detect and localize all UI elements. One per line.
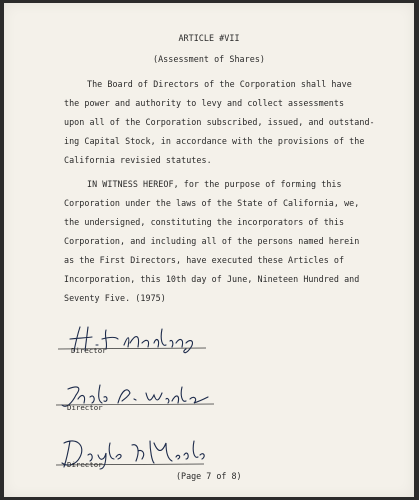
signature-3-role: Director [67, 460, 103, 469]
para2-line-1: IN WITNESS HEREOF, for the purpose of forming this [87, 179, 342, 189]
para1-line-2: the power and authority to levy and collect assessments [64, 98, 345, 108]
para2-line-2: Corporation under the laws of the State of California, we, [64, 198, 360, 208]
para1-line-5: California revisied statutes. [64, 155, 212, 165]
signature-1-role: Director [71, 346, 107, 355]
para2-line-4: Corporation, and including all of the persons named herein [64, 236, 360, 246]
para2-line-3: the undersigned, constituting the incorporators of this [64, 217, 345, 227]
signature-2-role: Director [67, 403, 103, 412]
para2-line-7: Seventy Five. (1975) [64, 293, 166, 303]
para1-line-3: upon all of the Corporation subscribed, issued, and outstand- [64, 117, 375, 127]
document-page [4, 3, 414, 497]
para2-line-5: as the First Directors, have executed these Articles of [64, 255, 345, 265]
para1-line-1: The Board of Directors of the Corporation shall have [87, 79, 352, 89]
article-title: ARTICLE #VII [178, 33, 240, 43]
para2-line-6: Incorporation, this 10th day of June, Nineteen Hundred and [64, 274, 360, 284]
page-number: (Page 7 of 8) [176, 471, 242, 481]
article-subtitle: (Assessment of Shares) [152, 54, 266, 64]
para1-line-4: ing Capital Stock, in accordance with the provisions of the [64, 136, 365, 146]
